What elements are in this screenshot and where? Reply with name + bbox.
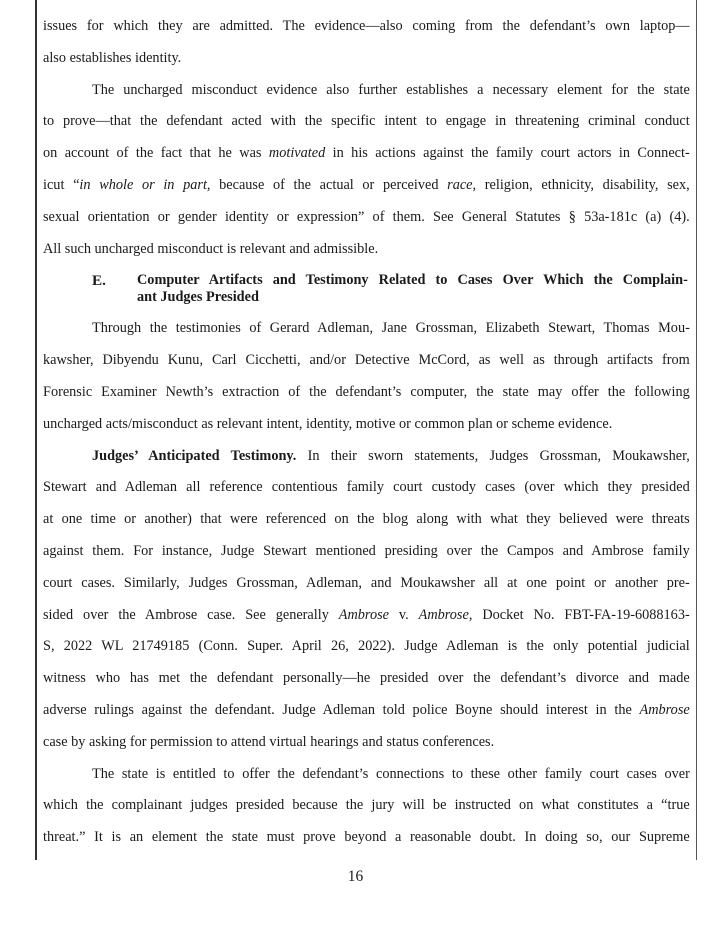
text-line bbox=[43, 700, 690, 720]
text-run: ant Judges Presided bbox=[137, 288, 259, 306]
text-line bbox=[43, 48, 690, 68]
bold-run-in-heading: Judges’ Anticipated Testimony. bbox=[92, 446, 297, 464]
text-run: , Docket No. FBT-FA-19-6088163- bbox=[468, 605, 690, 623]
text-line bbox=[43, 350, 690, 370]
text-run: v. bbox=[388, 605, 419, 623]
text-line bbox=[43, 207, 690, 227]
text-line bbox=[43, 795, 690, 815]
text-run: case by asking for permission to attend virtual hearings and status conferences. bbox=[43, 732, 495, 750]
text-run: The state is entitled to offer the defendant’s connections to these other family court cases over bbox=[92, 764, 690, 782]
text-run: court cases. Similarly, Judges Grossman, Adleman, and Moukawsher all at one point or another pre- bbox=[43, 573, 690, 591]
text-line bbox=[43, 509, 690, 529]
text-run: at one time or another) that were referenced on the blog along with what they believed were threats bbox=[43, 510, 690, 528]
text-line bbox=[92, 764, 690, 784]
text-line bbox=[43, 382, 690, 402]
text-run: on account of the fact that he was bbox=[43, 144, 269, 162]
text-run: threat.” It is an element the state must prove beyond a reasonable doubt. In doing so, our Supreme bbox=[43, 828, 690, 846]
text-line bbox=[43, 668, 690, 688]
text-run: sexual orientation or gender identity or expression” of them. See General Statutes § 53a-181c (a) (4). bbox=[43, 207, 690, 225]
text-line bbox=[43, 239, 690, 259]
text-line bbox=[43, 605, 690, 625]
text-run: witness who has met the defendant personally—he presided over the defendant’s divorce and made bbox=[43, 669, 690, 687]
italic-text: Ambrose bbox=[418, 605, 469, 623]
italic-text: Ambrose bbox=[338, 605, 389, 623]
italic-text: race bbox=[447, 176, 473, 193]
text-run: in his actions against the family court actors in Connect- bbox=[325, 144, 690, 162]
text-line bbox=[43, 541, 690, 561]
text-run: kawsher, Dibyendu Kunu, Carl Cicchetti, and/or Detective McCord, as well as through artifacts from bbox=[43, 351, 690, 369]
section-letter: E. bbox=[92, 272, 106, 290]
italic-text: motivated bbox=[268, 144, 326, 162]
page-number: 16 bbox=[347, 868, 364, 885]
right-margin-rule bbox=[696, 0, 697, 860]
text-run: All such uncharged misconduct is relevant and admissible. bbox=[43, 239, 379, 257]
text-line bbox=[43, 175, 690, 195]
text-line bbox=[92, 318, 690, 338]
text-line bbox=[43, 732, 690, 752]
text-run: S, 2022 WL 21749185 (Conn. Super. April 26, 2022). Judge Adleman is the only potential judicial bbox=[43, 637, 690, 655]
italic-text: in whole or in part bbox=[79, 176, 207, 193]
text-run: Computer Artifacts and Testimony Related to Cases Over Which the Complain- bbox=[137, 271, 688, 289]
text-line bbox=[92, 80, 690, 100]
text-run: Through the testimonies of Gerard Adleman, Jane Grossman, Elizabeth Stewart, Thomas Mou- bbox=[92, 319, 690, 337]
text-line bbox=[43, 636, 690, 656]
text-run: issues for which they are admitted. The evidence—also coming from the defendant’s own laptop— bbox=[43, 17, 690, 34]
text-run: Stewart and Adleman all reference contentious family court custody cases (over which they presided bbox=[43, 478, 690, 496]
text-line bbox=[43, 414, 690, 434]
text-line bbox=[92, 446, 690, 466]
text-run: which the complainant judges presided because the jury will be instructed on what constitutes a “true bbox=[43, 796, 690, 814]
text-run: , religion, ethnicity, disability, sex, bbox=[472, 176, 690, 193]
text-run: to prove—that the defendant acted with the specific intent to engage in threatening criminal conduct bbox=[43, 112, 690, 130]
text-run: icut “ bbox=[43, 176, 80, 193]
text-run: adverse rulings against the defendant. Judge Adleman told police Boyne should interest in the bbox=[43, 701, 640, 718]
left-margin-rule bbox=[35, 0, 37, 860]
text-line bbox=[43, 477, 690, 497]
text-run: against them. For instance, Judge Stewart mentioned presiding over the Campos and Ambrose family bbox=[43, 542, 690, 559]
text-run: sided over the Ambrose case. See generally bbox=[43, 605, 339, 623]
text-line bbox=[43, 827, 690, 847]
text-run: Forensic Examiner Newth’s extraction of the defendant’s computer, the state may offer the following bbox=[43, 383, 690, 400]
text-run: The uncharged misconduct evidence also further establishes a necessary element for the state bbox=[92, 80, 690, 98]
italic-text: Ambrose bbox=[639, 701, 690, 718]
text-run: also establishes identity. bbox=[43, 48, 182, 66]
text-run: In their sworn statements, Judges Grossman, Moukawsher, bbox=[296, 446, 690, 464]
text-line bbox=[43, 573, 690, 593]
section-heading-line bbox=[137, 287, 688, 307]
text-run: uncharged acts/misconduct as relevant intent, identity, motive or common plan or scheme evidence. bbox=[43, 414, 613, 432]
text-line bbox=[43, 111, 690, 131]
text-line bbox=[43, 16, 690, 36]
text-line bbox=[43, 143, 690, 163]
text-run: , because of the actual or perceived bbox=[206, 176, 448, 193]
